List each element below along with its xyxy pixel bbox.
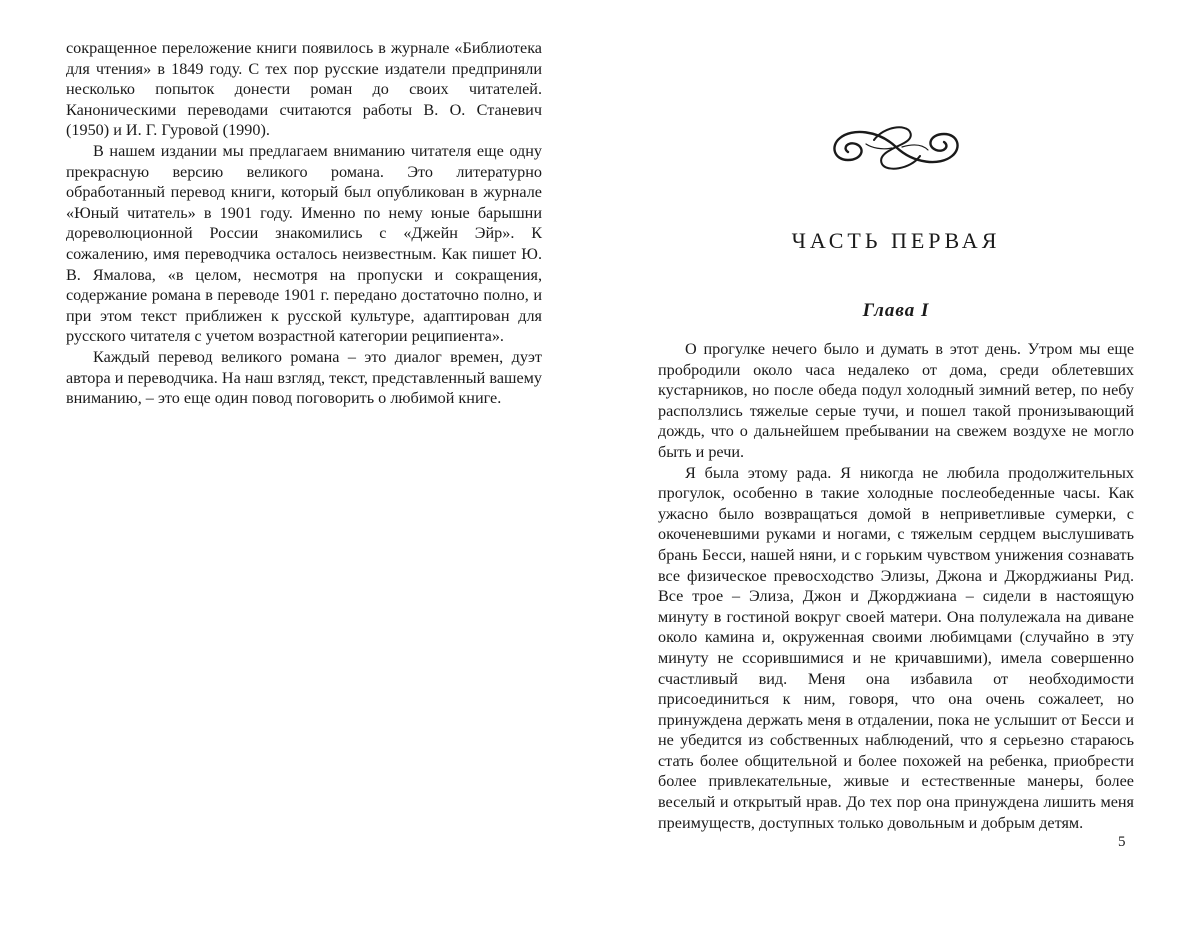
left-page-text — [66, 38, 542, 409]
left-page — [66, 38, 542, 938]
left-paragraph-3: Каждый перевод великого романа – это диалог времен, дуэт автора и переводчика. На наш взгляд, текст, представленный вашему вниманию, – это еще один повод поговорить о любимой книге. — [66, 347, 542, 408]
left-paragraph-1: сокращенное переложение книги появилось в журнале «Библиотека для чтения» в 1849 году. С тех пор русские издатели предприняли несколько попыток донести роман до своих читателей. Каноническими переводами считаются работы В. О. Станевич (1950) и И. Г. Гуровой (1990). — [66, 39, 542, 140]
right-page — [658, 0, 1134, 900]
flourish-ornament-icon — [826, 120, 966, 175]
chapter-title: Глава I — [862, 300, 930, 321]
right-page-text — [658, 339, 1134, 833]
right-paragraph-2: Я была этому рада. Я никогда не любила продолжительных прогулок, особенно в такие холодные послеобеденные часы. Как ужасно было возвращаться домой в неприветливые сумерки, с окоченевшими руками и ногами, с тяжелым сердцем выслушивать брань Бесси, нашей няни, и с горьким чувством унижения сознавать все физическое превосходство Элизы, Джона и Джорджианы Рид. Все трое – Элиза, Джон и Джорджиана – сидели в настоящую минуту в гостиной вокруг своей матери. Она полулежала на диване около камина и, окруженная своими любимцами (случайно в эту минуту не ссорившимися и не кричавшими), имела совершенно счастливый вид. Меня она избавила от необходимости присоединиться к ним, говоря, что она очень сожалеет, но принуждена держать меня в отдалении, пока не услышит от Бесси и не убедится из собственных наблюдений, что я серьезно стараюсь стать более общительной и более похожей на ребенка, приобрести более привлекательные, живые и естественные манеры, более веселый и открытый нрав. До тех пор она принуждена лишить меня преимуществ, доступных только довольным и добрым детям. — [658, 463, 1134, 832]
page-number: 5 — [1118, 834, 1126, 850]
left-paragraph-2: В нашем издании мы предлагаем вниманию читателя еще одну прекрасную версию великого романа. Это литературно обработанный перевод книги, который был опубликован в журнале «Юный читатель» в 1901 году. Именно по нему юные барышни дореволюционной России знакомились с «Джейн Эйр». К сожалению, имя переводчика осталось неизвестным. Как пишет Ю. В. Ямалова, «в целом, несмотря на пропуски и сокращения, содержание романа в переводе 1901 г. передано достаточно полно, и при этом текст приближен к русской культуре, адаптирован для русского читателя с учетом возрастной категории реципиента». — [66, 141, 542, 346]
part-title: ЧАСТЬ ПЕРВАЯ — [791, 228, 1001, 253]
right-paragraph-1: О прогулке нечего было и думать в этот день. Утром мы еще пробродили около часа недалеко от дома, среди облетевших кустарников, но после обеда подул холодный зимний ветер, по небу расползлись тяжелые серые тучи, и пошел такой пронизывающий дождь, что о дальнейшем пребывании на свежем воздухе не могло быть и речи. — [658, 340, 1134, 461]
